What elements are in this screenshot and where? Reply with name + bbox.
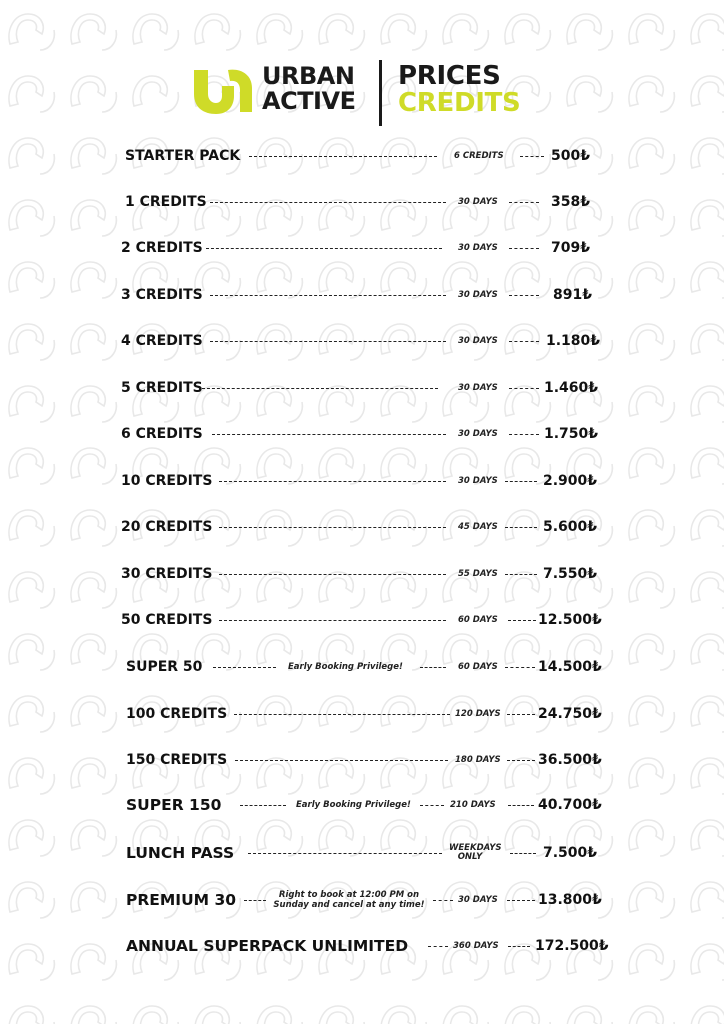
leader-line xyxy=(234,714,450,715)
brand-line-1: URBAN xyxy=(262,62,355,90)
price-row xyxy=(0,467,724,495)
price-row xyxy=(0,560,724,588)
package-duration: 45 DAYS xyxy=(458,522,498,532)
package-name: ANNUAL SUPERPACK UNLIMITED xyxy=(126,937,409,955)
package-duration xyxy=(449,843,502,862)
leader-line xyxy=(249,156,437,157)
package-duration: 210 DAYS xyxy=(450,800,496,810)
leader-line xyxy=(509,202,539,203)
price-row xyxy=(0,142,724,170)
package-price: 172.500₺ xyxy=(535,938,609,954)
package-duration: 60 DAYS xyxy=(458,615,498,625)
leader-line xyxy=(520,156,544,157)
package-duration: 60 DAYS xyxy=(458,662,498,672)
package-name: 2 CREDITS xyxy=(121,240,203,256)
leader-line xyxy=(202,388,438,389)
leader-line xyxy=(210,295,446,296)
package-price: 1.180₺ xyxy=(546,333,601,349)
price-row xyxy=(0,234,724,262)
leader-line xyxy=(509,341,539,342)
package-name: LUNCH PASS xyxy=(126,844,235,862)
price-row xyxy=(0,327,724,355)
package-price: 24.750₺ xyxy=(538,706,602,722)
package-note xyxy=(271,890,427,910)
price-row xyxy=(0,700,724,728)
package-duration: 30 DAYS xyxy=(458,197,498,207)
package-name: STARTER PACK xyxy=(125,148,241,164)
leader-line xyxy=(509,388,539,389)
leader-line xyxy=(210,202,446,203)
leader-line xyxy=(433,900,453,901)
leader-line xyxy=(508,946,530,947)
leader-line xyxy=(212,434,446,435)
package-price: 358₺ xyxy=(551,194,590,210)
package-price: 40.700₺ xyxy=(538,797,602,813)
package-name: 20 CREDITS xyxy=(121,519,213,535)
package-duration: 30 DAYS xyxy=(458,895,498,905)
price-row xyxy=(0,188,724,216)
package-duration: 30 DAYS xyxy=(458,243,498,253)
package-price: 7.500₺ xyxy=(543,845,598,861)
leader-line xyxy=(240,805,286,806)
leader-line xyxy=(235,760,448,761)
package-duration: 30 DAYS xyxy=(458,336,498,346)
package-duration: 55 DAYS xyxy=(458,569,498,579)
package-name: 5 CREDITS xyxy=(121,380,203,396)
package-name: 10 CREDITS xyxy=(121,473,213,489)
leader-line xyxy=(428,946,448,947)
leader-line xyxy=(510,853,536,854)
package-note: Early Booking Privilege! xyxy=(296,800,411,810)
duration-line-1: WEEKDAYS xyxy=(449,843,502,853)
price-row xyxy=(0,839,724,867)
leader-line xyxy=(505,481,537,482)
leader-line xyxy=(505,667,535,668)
package-name: 3 CREDITS xyxy=(121,287,203,303)
package-duration: 120 DAYS xyxy=(455,709,501,719)
leader-line xyxy=(213,667,276,668)
leader-line xyxy=(509,295,539,296)
title-credits: CREDITS xyxy=(398,88,521,118)
note-line-2: Sunday and cancel at any time! xyxy=(273,900,425,910)
leader-line xyxy=(420,805,444,806)
leader-line xyxy=(507,760,535,761)
package-duration: 30 DAYS xyxy=(458,429,498,439)
duration-line-2: ONLY xyxy=(457,852,483,862)
leader-line xyxy=(509,248,539,249)
leader-line xyxy=(244,900,266,901)
package-name: 6 CREDITS xyxy=(121,426,203,442)
package-duration: 360 DAYS xyxy=(453,941,499,951)
package-price: 1.750₺ xyxy=(544,426,599,442)
package-duration: 30 DAYS xyxy=(458,383,498,393)
leader-line xyxy=(210,341,446,342)
leader-line xyxy=(219,481,446,482)
leader-line xyxy=(206,248,442,249)
package-duration: 6 CREDITS xyxy=(454,151,504,161)
leader-line xyxy=(508,805,534,806)
package-name: PREMIUM 30 xyxy=(126,891,237,909)
leader-line xyxy=(248,853,442,854)
package-note: Early Booking Privilege! xyxy=(288,662,403,672)
price-row xyxy=(0,420,724,448)
package-duration: 30 DAYS xyxy=(458,290,498,300)
package-price: 2.900₺ xyxy=(543,473,598,489)
package-duration: 180 DAYS xyxy=(455,755,501,765)
package-name: 100 CREDITS xyxy=(126,706,228,722)
package-price: 1.460₺ xyxy=(544,380,599,396)
leader-line xyxy=(505,527,537,528)
price-row xyxy=(0,886,724,914)
package-price: 7.550₺ xyxy=(543,566,598,582)
leader-line xyxy=(508,620,536,621)
leader-line xyxy=(505,574,537,575)
price-row xyxy=(0,932,724,960)
package-price: 12.500₺ xyxy=(538,612,602,628)
package-duration: 30 DAYS xyxy=(458,476,498,486)
package-price: 5.600₺ xyxy=(543,519,598,535)
package-price: 36.500₺ xyxy=(538,752,602,768)
package-price: 891₺ xyxy=(553,287,592,303)
leader-line xyxy=(509,434,539,435)
price-row xyxy=(0,281,724,309)
price-row xyxy=(0,606,724,634)
package-price: 13.800₺ xyxy=(538,892,602,908)
leader-line xyxy=(219,574,446,575)
package-price: 14.500₺ xyxy=(538,659,602,675)
package-name: 30 CREDITS xyxy=(121,566,213,582)
package-price: 500₺ xyxy=(551,148,590,164)
package-name: 150 CREDITS xyxy=(126,752,228,768)
price-row xyxy=(0,374,724,402)
package-price: 709₺ xyxy=(551,240,590,256)
leader-line xyxy=(507,900,535,901)
package-name: 1 CREDITS xyxy=(125,194,207,210)
package-name: SUPER 50 xyxy=(126,659,203,675)
package-name: 4 CREDITS xyxy=(121,333,203,349)
price-row xyxy=(0,513,724,541)
leader-line xyxy=(507,714,535,715)
title-prices: PRICES xyxy=(398,61,501,91)
note-line-1: Right to book at 12:00 PM on xyxy=(278,890,420,900)
price-row xyxy=(0,653,724,681)
price-row xyxy=(0,746,724,774)
package-name: SUPER 150 xyxy=(126,796,222,814)
brand-line-2: ACTIVE xyxy=(262,87,356,115)
leader-line xyxy=(420,667,446,668)
leader-line xyxy=(219,620,446,621)
package-name: 50 CREDITS xyxy=(121,612,213,628)
price-row xyxy=(0,791,724,819)
leader-line xyxy=(219,527,446,528)
